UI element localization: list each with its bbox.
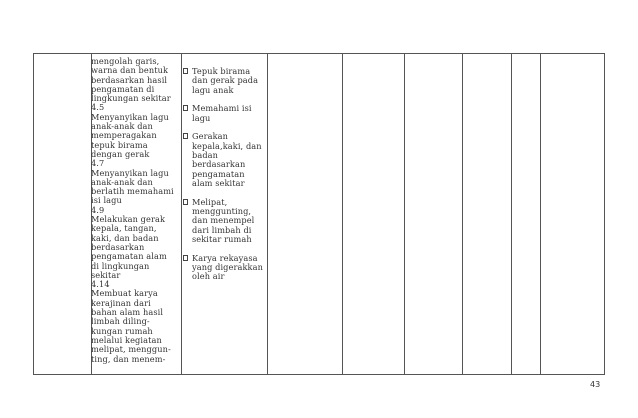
text-line: kerajinan dari: [91, 297, 151, 308]
text-line: berdasarkan: [192, 159, 246, 170]
text-line: kepala,kaki, dan: [192, 140, 262, 151]
text-line: 4.5: [91, 102, 105, 113]
text-line: isi lagu: [91, 195, 122, 206]
text-line: badan: [192, 150, 219, 161]
text-line: Melipat,: [192, 196, 228, 207]
text-line: di lingkungan: [91, 260, 150, 271]
text-line: lingkungan sekitar: [91, 93, 171, 104]
text-line: pengamatan: [192, 168, 245, 179]
text-line: dengan gerak: [91, 148, 150, 159]
text-line: 4.14: [91, 279, 110, 290]
list-item: [181, 198, 271, 244]
text-line: 4.7: [91, 158, 105, 169]
material-column: [181, 67, 271, 291]
text-line: melalui kegiatan: [91, 334, 162, 345]
text-line: dan gerak pada: [192, 75, 259, 86]
checkbox-bullet-icon: [183, 133, 188, 139]
column-divider: [462, 54, 463, 374]
page-number: 43: [590, 380, 601, 389]
text-line: warna dan bentuk: [91, 65, 169, 76]
text-line: dari limbah di: [192, 224, 252, 235]
text-line: kepala, tangan,: [91, 223, 157, 234]
text-line: limbah diling-: [91, 316, 150, 327]
checkbox-bullet-icon: [183, 105, 188, 111]
text-line: ting, dan menem-: [91, 353, 166, 364]
checkbox-bullet-icon: [183, 255, 188, 261]
text-line: Menyanyikan lagu: [91, 111, 169, 122]
text-line: Karya rekayasa: [192, 252, 258, 263]
text-line: Gerakan: [192, 131, 228, 142]
text-line: dan menempel: [192, 215, 255, 226]
text-line: berdasarkan: [91, 241, 145, 252]
text-line: Tepuk birama: [192, 66, 251, 76]
text-line: berlatih memahami: [91, 186, 174, 197]
column-divider: [342, 54, 343, 374]
text-line: tepuk birama: [91, 139, 148, 150]
text-line: sekitar rumah: [192, 233, 252, 244]
text-line: sekitar: [91, 269, 121, 280]
text-line: alam sekitar: [192, 177, 245, 188]
list-item: [181, 254, 271, 282]
text-line: Memahami isi: [192, 103, 252, 114]
text-line: Menyanyikan lagu: [91, 167, 169, 178]
list-item: [181, 67, 271, 95]
content-table: [33, 53, 605, 375]
text-line: pengamatan alam: [91, 251, 167, 262]
text-line: lagu anak: [192, 84, 234, 95]
checkbox-bullet-icon: [183, 68, 188, 74]
text-line: oleh air: [192, 271, 225, 282]
text-line: anak-anak dan: [91, 176, 153, 187]
list-item: [181, 104, 271, 123]
text-line: lagu: [192, 112, 211, 123]
text-line: Membuat karya: [91, 288, 158, 299]
competency-column: [91, 57, 181, 364]
text-line: memperagakan: [91, 130, 157, 141]
text-line: berdasarkan hasil: [91, 74, 168, 85]
text-line: bahan alam hasil: [91, 307, 164, 318]
text-line: melipat, menggun-: [91, 344, 171, 355]
text-line: menggunting,: [192, 206, 252, 217]
column-divider: [404, 54, 405, 374]
column-divider: [540, 54, 541, 374]
text-line: kungan rumah: [91, 325, 153, 336]
text-line: 4.9: [91, 204, 105, 215]
column-divider: [511, 54, 512, 374]
text-line: pengamatan di: [91, 83, 155, 94]
text-line: Melakukan gerak: [91, 214, 166, 225]
text-line: kaki, dan badan: [91, 232, 159, 243]
checkbox-bullet-icon: [183, 199, 188, 205]
list-item: [181, 132, 271, 188]
text-line: mengolah garis,: [91, 56, 160, 66]
text-line: yang digerakkan: [192, 262, 263, 273]
text-line: anak-anak dan: [91, 121, 153, 132]
